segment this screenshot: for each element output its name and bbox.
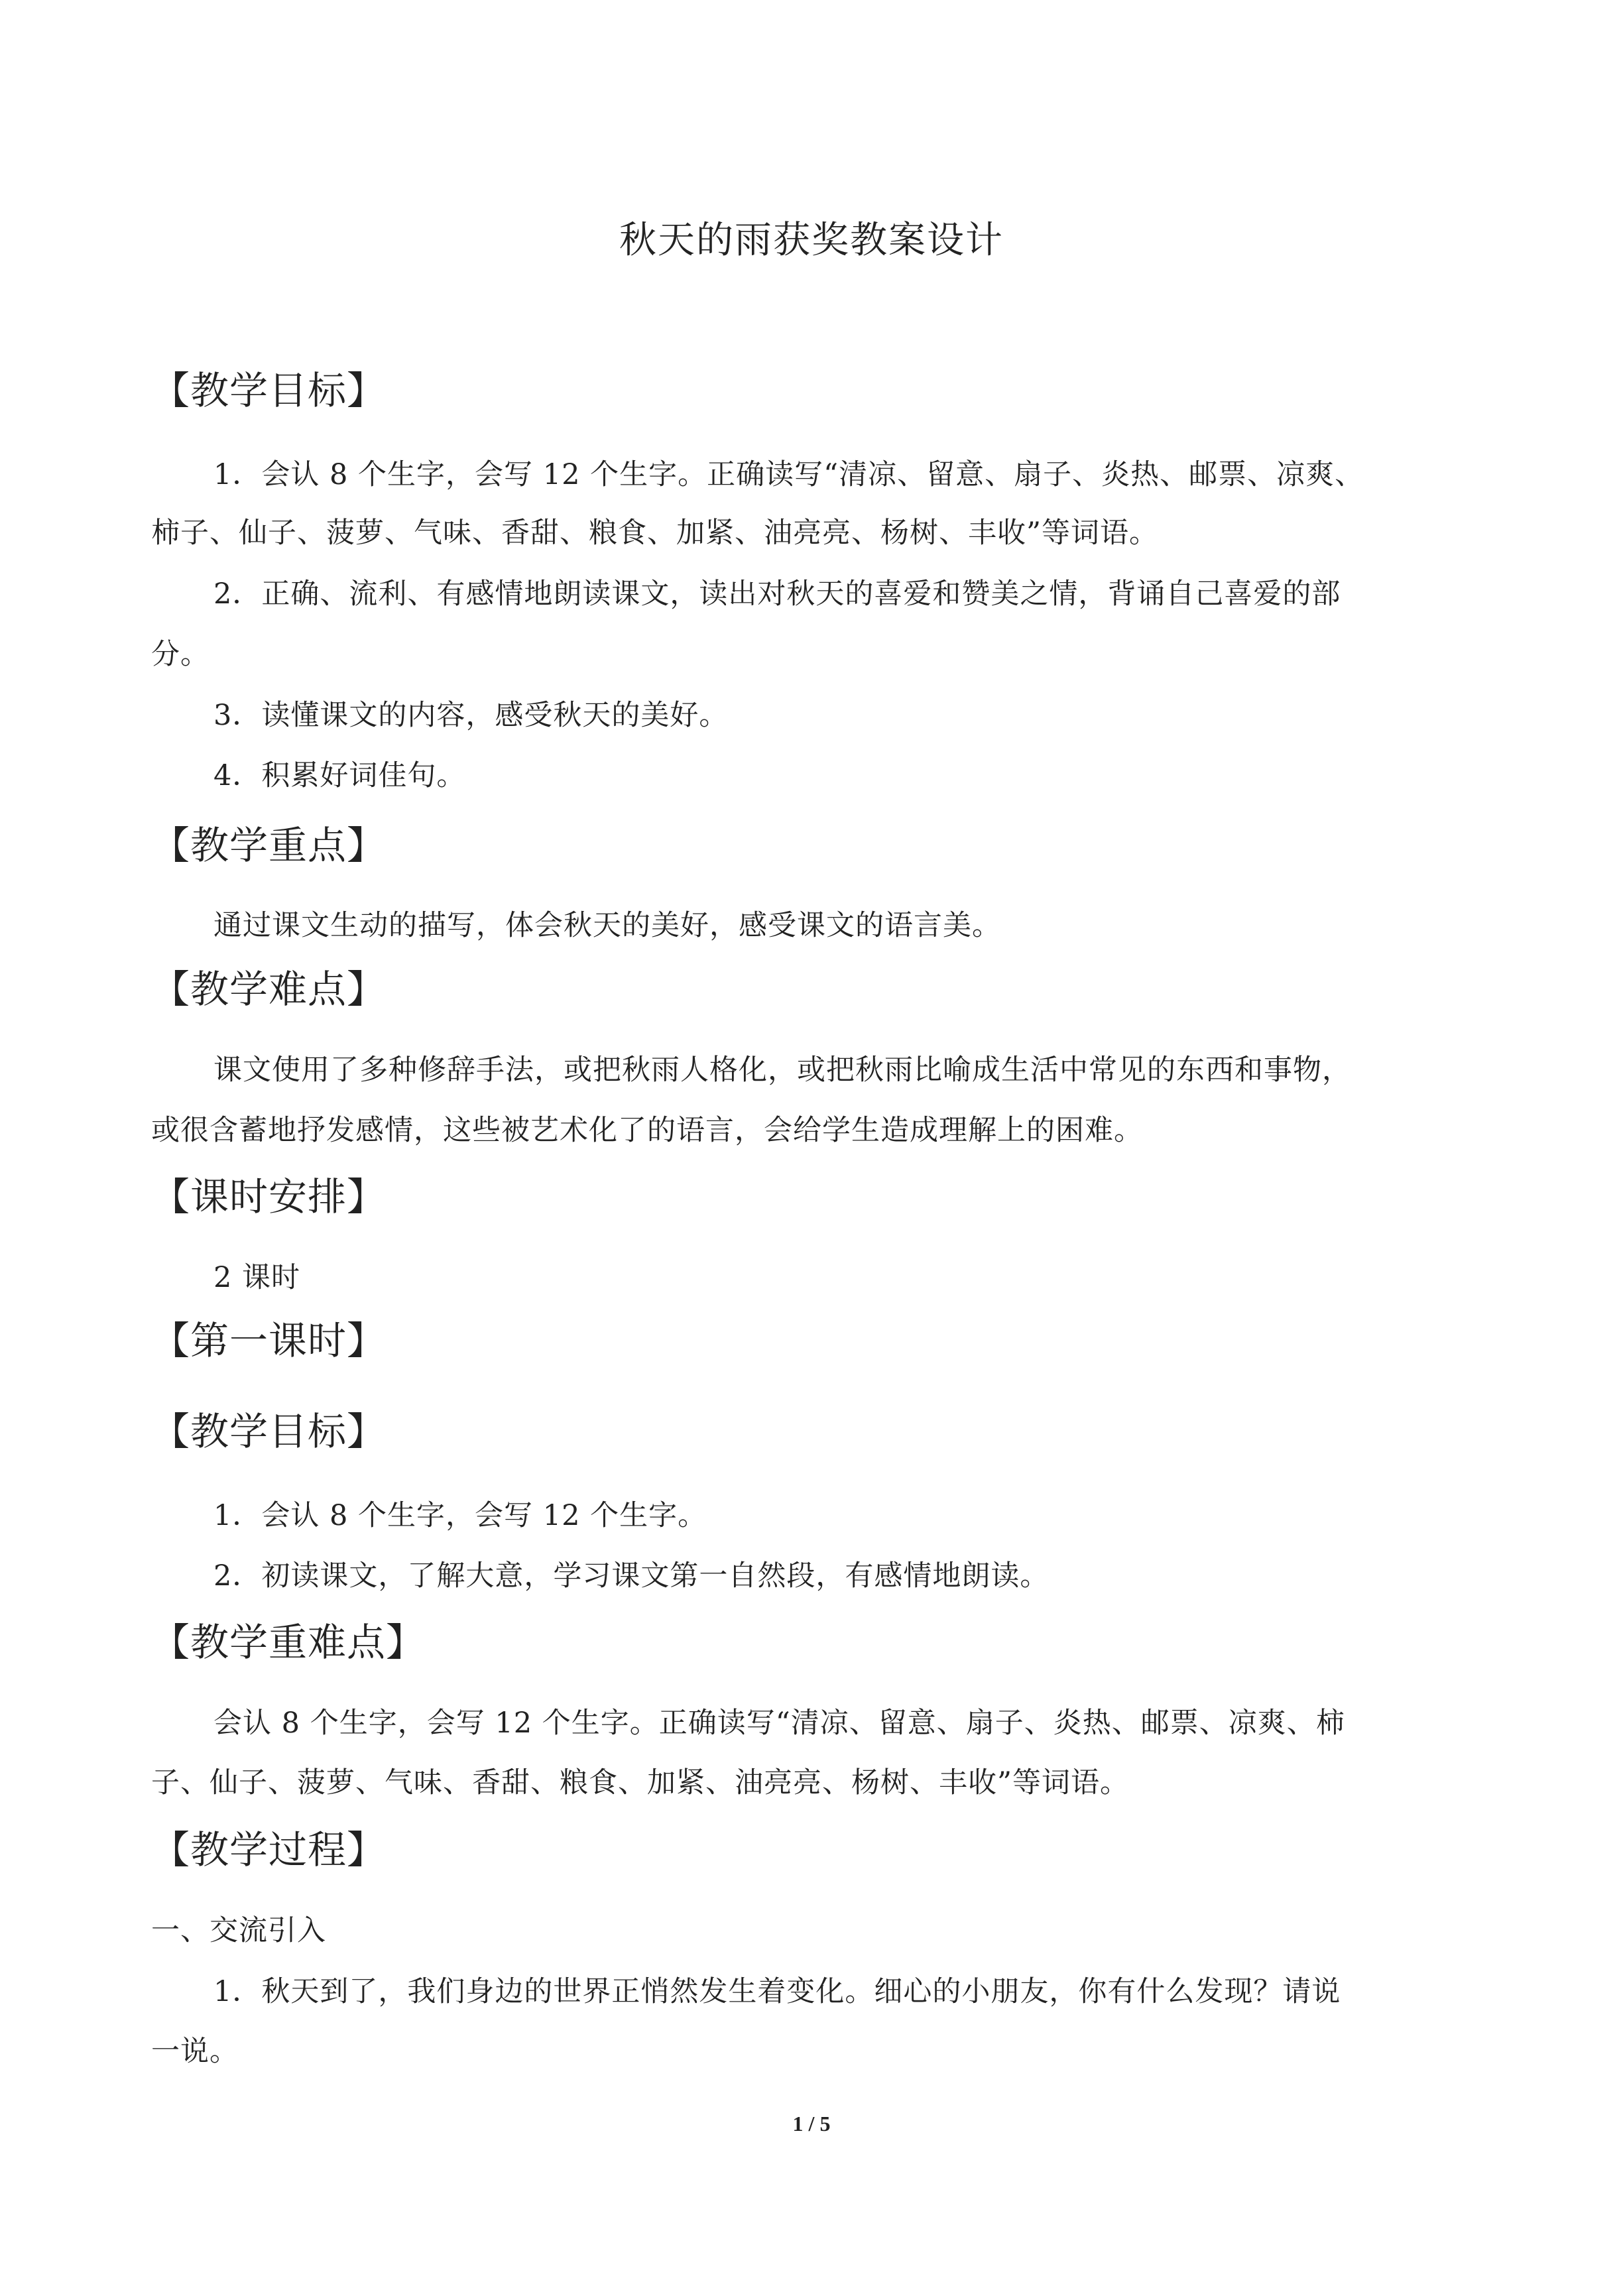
section-heading-keydiff: 【教学重难点】: [151, 1620, 426, 1665]
document-title: 秋天的雨获奖教案设计: [619, 219, 1004, 262]
paragraph-line: 2．正确、流利、有感情地朗读课文，读出对秋天的喜爱和赞美之情，背诵自己喜爱的部: [213, 577, 1341, 611]
paragraph-line: 柿子、仙子、菠萝、气味、香甜、粮食、加紧、油亮亮、杨树、丰收”等词语。: [151, 516, 1158, 550]
paragraph-line: 1．会认 8 个生字，会写 12 个生字。: [213, 1499, 707, 1532]
section-heading-goals2: 【教学目标】: [151, 1409, 387, 1454]
section-heading-lesson1: 【第一课时】: [151, 1318, 387, 1363]
page-number: 1 / 5: [792, 2112, 831, 2136]
paragraph-line: 2．初读课文，了解大意，学习课文第一自然段，有感情地朗读。: [213, 1559, 1050, 1593]
paragraph-line: 通过课文生动的描写，体会秋天的美好，感受课文的语言美。: [213, 909, 1001, 942]
paragraph-line: 或很含蓄地抒发感情，这些被艺术化了的语言，会给学生造成理解上的困难。: [151, 1114, 1143, 1147]
subheading: 一、交流引入: [151, 1914, 326, 1947]
paragraph-line: 课文使用了多种修辞手法，或把秋雨人格化，或把秋雨比喻成生活中常见的东西和事物，: [213, 1054, 1351, 1087]
section-heading-schedule: 【课时安排】: [151, 1174, 387, 1219]
section-heading-difficulties: 【教学难点】: [151, 967, 387, 1012]
paragraph-line: 分。: [151, 638, 210, 671]
section-heading-process: 【教学过程】: [151, 1827, 387, 1872]
paragraph-line: 4．积累好词佳句。: [213, 759, 466, 792]
section-heading-keypoints: 【教学重点】: [151, 823, 387, 868]
paragraph-line: 3．读懂课文的内容，感受秋天的美好。: [213, 699, 729, 732]
paragraph-line: 1．秋天到了，我们身边的世界正悄然发生着变化。细心的小朋友，你有什么发现？请说: [213, 1975, 1341, 2008]
section-heading-goals: 【教学目标】: [151, 368, 387, 413]
paragraph-line: 会认 8 个生字，会写 12 个生字。正确读写“清凉、留意、扇子、炎热、邮票、凉爽、柿: [213, 1707, 1345, 1740]
paragraph-line: 子、仙子、菠萝、气味、香甜、粮食、加紧、油亮亮、杨树、丰收”等词语。: [151, 1766, 1129, 1799]
paragraph-line: 一说。: [151, 2035, 239, 2068]
paragraph-line: 2 课时: [213, 1261, 301, 1294]
paragraph-line: 1．会认 8 个生字，会写 12 个生字。正确读写“清凉、留意、扇子、炎热、邮票、凉爽、: [213, 458, 1364, 491]
